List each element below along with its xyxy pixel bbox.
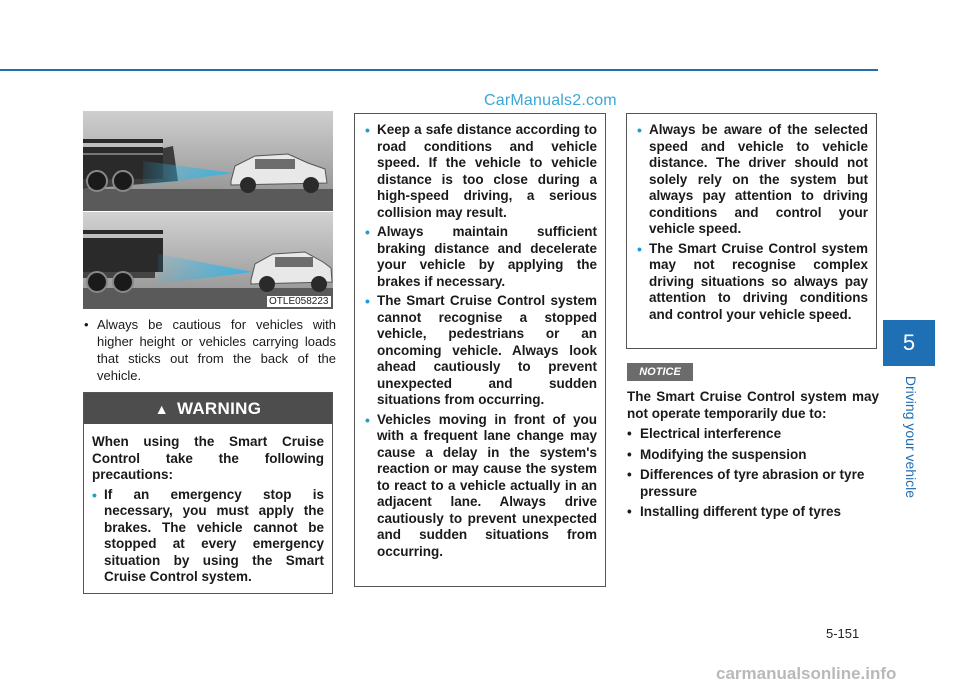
illustration-truck-high-load [83, 111, 333, 211]
caution-text: Always be cautious for vehicles with higher height or vehicles carrying loads that sticks out from the back of the vehicle. [97, 317, 336, 383]
caution-paragraph [84, 316, 336, 384]
bullet-dot-icon: • [627, 426, 632, 441]
notice-section [627, 389, 879, 525]
bullet-dot-icon: • [627, 504, 632, 519]
warning-item: • Vehicles moving in front of you with a frequent lane change may cause a delay in the system's reaction or may cause the system to react to a vehicle actually in an adjacent lane. Always drive cautiously to prevent unexpected and sudden situations from occurring. [365, 411, 597, 559]
notice-badge: NOTICE [627, 363, 693, 381]
illustration-truck-rear-load [83, 212, 333, 309]
chapter-tab: 5 [883, 320, 935, 366]
warning-item: • If an emergency stop is necessary, you must apply the brakes. The vehicle cannot be stopped at every emergency situation by using the Smart Cruise Control system. [92, 486, 324, 584]
list-item: • Installing different type of tyres [627, 504, 842, 519]
bullet-dot-icon: • [365, 224, 370, 240]
warning-continued-box [354, 113, 606, 587]
warning-title: WARNING [176, 398, 262, 418]
warning-triangle-icon: ▲ [154, 400, 169, 417]
figure-code: OTLE058223 [269, 296, 329, 307]
chapter-side-label [896, 372, 926, 502]
warning-intro: When using the Smart Cruise Control take the following precautions: [92, 434, 324, 482]
warning-continued-box-2 [626, 113, 877, 349]
header-rule [0, 69, 878, 71]
warning-item: • Always maintain sufficient braking distance and decelerate your vehicle by applying the brakes if necessary. [365, 224, 597, 289]
warning-item: • Keep a safe distance according to road conditions and vehicle speed. If the vehicle to vehicle distance is too close during a high-speed driving, a serious collision may result. [365, 122, 597, 220]
list-item: • Modifying the suspension [627, 446, 807, 462]
warning-item: • Always be aware of the selected speed and vehicle to vehicle distance. The driver should not solely rely on the system but always pay attention to driving conditions and control your vehicle speed. [637, 122, 868, 236]
notice-list [627, 426, 879, 521]
bullet-dot-icon: • [84, 317, 89, 332]
bullet-dot-icon: • [627, 446, 632, 462]
bullet-dot-icon: • [365, 411, 370, 428]
warning-header [84, 393, 332, 424]
bullet-dot-icon: • [627, 467, 632, 482]
bullet-dot-icon: • [365, 122, 370, 138]
chapter-title: Driving your vehicle [903, 375, 920, 499]
warning-box [83, 392, 333, 594]
list-item: • Differences of tyre abrasion or tyre pressure [627, 467, 865, 499]
warning-item: • The Smart Cruise Control system may not recognise complex driving situations so always pay attention to driving conditions and control your vehicle speed. [637, 240, 868, 322]
bullet-dot-icon: • [637, 122, 642, 138]
watermark-bottom[interactable]: carmanualsonline.info [716, 664, 897, 683]
bullet-dot-icon: • [92, 486, 97, 503]
watermark-top[interactable]: CarManuals2.com [484, 92, 617, 109]
bullet-dot-icon: • [637, 240, 642, 257]
notice-intro: The Smart Cruise Control system may not operate temporarily due to: [627, 389, 879, 421]
bullet-dot-icon: • [365, 293, 370, 309]
page-number: 5-151 [826, 626, 860, 641]
list-item: • Electrical interference [627, 426, 782, 441]
warning-item: • The Smart Cruise Control system cannot recognise a stopped vehicle, pedestrians or an oncoming vehicle. Always look ahead cautiously to prevent unexpected and sudden situations from occurring. [365, 293, 597, 407]
